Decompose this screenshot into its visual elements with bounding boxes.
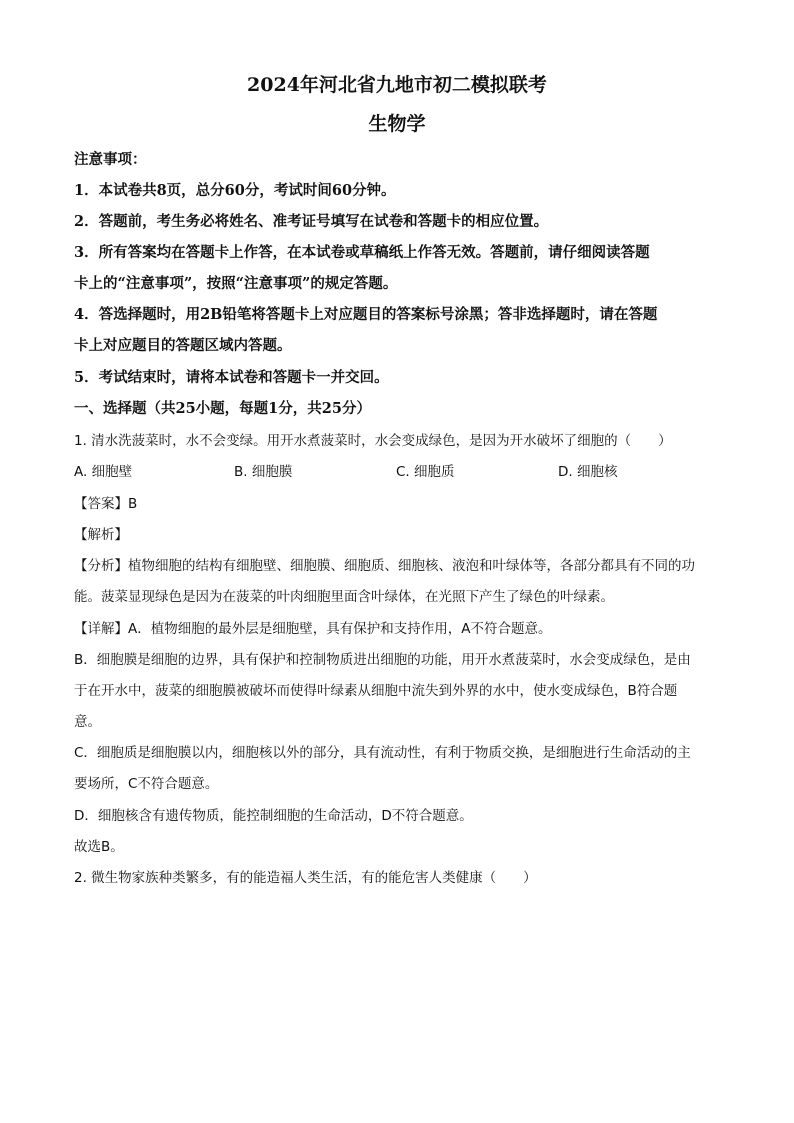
analysis-line: 【详解】A．植物细胞的最外层是细胞壁，具有保护和支持作用，A不符合题意。 bbox=[74, 621, 552, 637]
exam-title: 2024年河北省九地市初二模拟联考 bbox=[247, 74, 547, 96]
analysis-line: 能。菠菜显现绿色是因为在菠菜的叶肉细胞里面含叶绿体，在光照下产生了绿色的叶绿素。 bbox=[74, 589, 614, 605]
analysis-line: D．细胞核含有遗传物质，能控制细胞的生命活动，D不符合题意。 bbox=[74, 808, 473, 824]
analysis-line: B．细胞膜是细胞的边界，具有保护和控制物质进出细胞的功能，用开水煮菠菜时，水会变成绿色，是由 bbox=[74, 652, 691, 668]
option-d: D. 细胞核 bbox=[558, 464, 618, 480]
option-b: B. 细胞膜 bbox=[234, 464, 293, 480]
notice-item: 卡上的“注意事项”，按照“注意事项”的规定答题。 bbox=[74, 275, 398, 292]
option-a: A. 细胞壁 bbox=[74, 464, 133, 480]
notice-heading: 注意事项： bbox=[74, 151, 147, 168]
notice-item: 卡上对应题目的答题区域内答题。 bbox=[74, 337, 292, 354]
question-1-stem: 1. 清水洗菠菜时，水不会变绿。用开水煮菠菜时，水会变成绿色，是因为开水破坏了细胞的（ ） bbox=[74, 433, 672, 449]
option-c: C. 细胞质 bbox=[396, 464, 455, 480]
analysis-line: 意。 bbox=[74, 714, 101, 730]
notice-item: 5．考试结束时，请将本试卷和答题卡一并交回。 bbox=[74, 369, 389, 386]
analysis-label: 【解析】 bbox=[74, 527, 128, 543]
notice-item: 3．所有答案均在答题卡上作答，在本试卷或草稿纸上作答无效。答题前，请仔细阅读答题 bbox=[74, 244, 650, 261]
exam-subject: 生物学 bbox=[368, 113, 426, 135]
question-2-stem: 2. 微生物家族种类繁多，有的能造福人类生活，有的能危害人类健康（ ） bbox=[74, 870, 537, 886]
section-heading: 一、选择题（共25小题，每题1分，共25分） bbox=[74, 400, 371, 417]
analysis-line: 于在开水中，菠菜的细胞膜被破坏而使得叶绿素从细胞中流失到外界的水中，使水变成绿色，B符合题 bbox=[74, 683, 678, 699]
analysis-line: C．细胞质是细胞膜以内，细胞核以外的部分，具有流动性，有利于物质交换，是细胞进行生命活动的主 bbox=[74, 745, 691, 761]
analysis-line: 故选B。 bbox=[74, 839, 124, 855]
analysis-line: 【分析】植物细胞的结构有细胞壁、细胞膜、细胞质、细胞核、液泡和叶绿体等，各部分都具有不同的功 bbox=[74, 558, 695, 574]
answer-label: 【答案】B bbox=[74, 496, 138, 512]
notice-item: 2．答题前，考生务必将姓名、准考证号填写在试卷和答题卡的相应位置。 bbox=[74, 213, 549, 230]
notice-item: 4．答选择题时，用2B铅笔将答题卡上对应题目的答案标号涂黑；答非选择题时，请在答题 bbox=[74, 306, 658, 323]
notice-item: 1．本试卷共8页，总分60分，考试时间60分钟。 bbox=[74, 182, 396, 199]
analysis-line: 要场所，C不符合题意。 bbox=[74, 776, 219, 792]
